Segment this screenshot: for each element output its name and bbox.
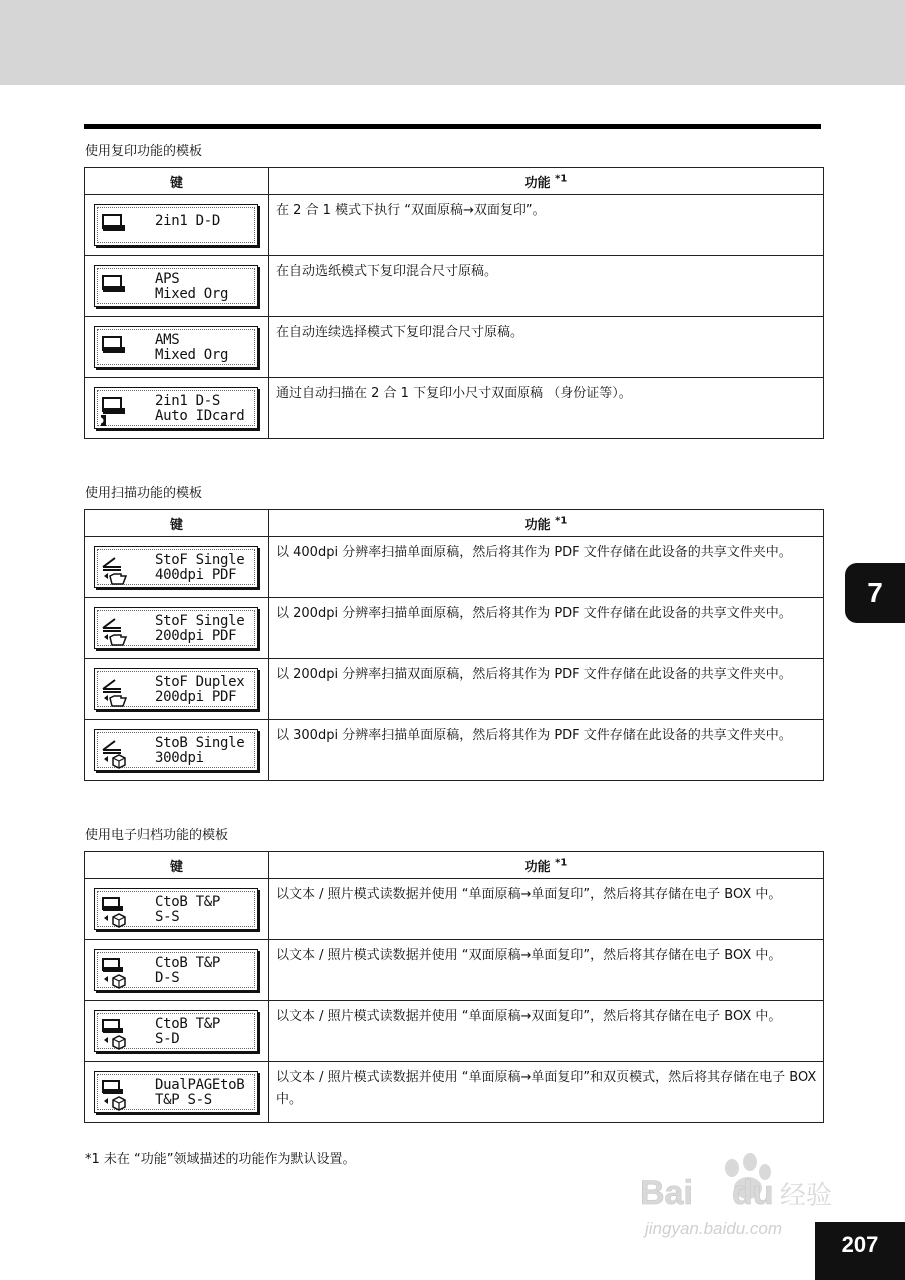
section-title-scan: 使用扫描功能的模板 bbox=[85, 486, 203, 501]
function-description: 以文本 / 照片模式读数据并使用 “双面原稿→单面复印”，然后将其存储在电子 BOX 中。 bbox=[269, 940, 824, 1001]
table-row bbox=[85, 317, 824, 378]
table-row bbox=[85, 720, 824, 781]
header-function: 功能 $^{*1}$ bbox=[269, 168, 824, 195]
svg-text:经验: 经验 bbox=[780, 1181, 833, 1211]
header-function: 功能 $^{*1}$ bbox=[269, 510, 824, 537]
template-key-dualpage[interactable] bbox=[94, 1071, 258, 1113]
svg-text:jingyan.baidu.com: jingyan.baidu.com bbox=[645, 1219, 783, 1238]
template-key-ctob-ss[interactable] bbox=[94, 888, 258, 930]
table-header bbox=[85, 168, 824, 195]
key-label: CtoB T&P D-S bbox=[155, 955, 221, 986]
template-key-ams[interactable] bbox=[94, 326, 258, 368]
copy-to-box-icon bbox=[101, 896, 135, 932]
template-key-stof-single-400[interactable] bbox=[94, 546, 258, 588]
template-key-ctob-sd[interactable] bbox=[94, 1010, 258, 1052]
template-key-stof-duplex-200[interactable] bbox=[94, 668, 258, 710]
function-description: 在自动选纸模式下复印混合尺寸原稿。 bbox=[269, 256, 824, 317]
copy-start-icon bbox=[101, 395, 129, 433]
section-title-efiling: 使用电子归档功能的模板 bbox=[85, 828, 229, 843]
key-label: CtoB T&P S-D bbox=[155, 1016, 221, 1047]
key-label: 2in1 D-S Auto IDcard bbox=[155, 393, 245, 424]
scan-template-table bbox=[84, 509, 824, 781]
key-label: APS Mixed Org bbox=[155, 271, 229, 302]
template-key-aps[interactable] bbox=[94, 265, 258, 307]
section-title-copy: 使用复印功能的模板 bbox=[85, 144, 203, 159]
copy-to-box-icon bbox=[101, 1079, 135, 1115]
header-key: 键 bbox=[85, 852, 269, 879]
table-row bbox=[85, 659, 824, 720]
table-header bbox=[85, 852, 824, 879]
key-label: StoB Single 300dpi bbox=[155, 735, 245, 766]
key-label: StoF Single 400dpi PDF bbox=[155, 552, 245, 583]
svg-text:Bai: Bai bbox=[640, 1174, 693, 1212]
function-description: 以 200dpi 分辨率扫描双面原稿，然后将其作为 PDF 文件存储在此设备的共享文件夹中。 bbox=[269, 659, 824, 720]
copy-to-box-icon bbox=[101, 1018, 135, 1054]
function-description: 在自动连续选择模式下复印混合尺寸原稿。 bbox=[269, 317, 824, 378]
template-key-stof-single-200[interactable] bbox=[94, 607, 258, 649]
key-label: CtoB T&P S-S bbox=[155, 894, 221, 925]
scan-to-folder-icon bbox=[101, 554, 135, 590]
table-row bbox=[85, 598, 824, 659]
footnote-ref: *1 bbox=[555, 515, 568, 527]
table-row bbox=[85, 940, 824, 1001]
table-row bbox=[85, 256, 824, 317]
efiling-template-table bbox=[84, 851, 824, 1123]
scan-to-folder-icon bbox=[101, 676, 135, 712]
function-description: 以 300dpi 分辨率扫描单面原稿，然后将其作为 PDF 文件存储在此设备的共享文件夹中。 bbox=[269, 720, 824, 781]
copy-icon bbox=[101, 334, 129, 364]
table-row bbox=[85, 378, 824, 439]
function-description: 以文本 / 照片模式读数据并使用 “单面原稿→单面复印”和双页模式，然后将其存储在电子 BOX 中。 bbox=[269, 1062, 824, 1123]
table-row bbox=[85, 195, 824, 256]
key-label: StoF Duplex 200dpi PDF bbox=[155, 674, 245, 705]
svg-text:du: du bbox=[732, 1174, 774, 1212]
table-row bbox=[85, 537, 824, 598]
footnote: *1 未在 “功能”领域描述的功能作为默认设置。 bbox=[85, 1152, 356, 1167]
function-description: 以文本 / 照片模式读数据并使用 “单面原稿→双面复印”，然后将其存储在电子 BOX 中。 bbox=[269, 1001, 824, 1062]
function-description: 以文本 / 照片模式读数据并使用 “单面原稿→单面复印”，然后将其存储在电子 BOX 中。 bbox=[269, 879, 824, 940]
copy-icon bbox=[101, 212, 129, 242]
header-band bbox=[0, 0, 905, 85]
template-key-2in1-dd[interactable] bbox=[94, 204, 258, 246]
key-label: AMS Mixed Org bbox=[155, 332, 229, 363]
table-header bbox=[85, 510, 824, 537]
key-label: DualPAGEtoB T&P S-S bbox=[155, 1077, 245, 1108]
header-key: 键 bbox=[85, 168, 269, 195]
copy-icon bbox=[101, 273, 129, 303]
scan-to-box-icon bbox=[101, 737, 135, 773]
chapter-tab: 7 bbox=[845, 563, 905, 623]
key-label: 2in1 D-D bbox=[155, 213, 221, 229]
header-key: 键 bbox=[85, 510, 269, 537]
page-number: 207 bbox=[815, 1222, 905, 1280]
key-label: StoF Single 200dpi PDF bbox=[155, 613, 245, 644]
copy-template-table bbox=[84, 167, 824, 439]
header-function: 功能 $^{*1}$ bbox=[269, 852, 824, 879]
table-row bbox=[85, 879, 824, 940]
function-description: 通过自动扫描在 2 合 1 下复印小尺寸双面原稿 （身份证等）。 bbox=[269, 378, 824, 439]
function-description: 在 2 合 1 模式下执行 “双面原稿→双面复印”。 bbox=[269, 195, 824, 256]
footnote-ref: *1 bbox=[555, 857, 568, 869]
function-description: 以 400dpi 分辨率扫描单面原稿，然后将其作为 PDF 文件存储在此设备的共享文件夹中。 bbox=[269, 537, 824, 598]
baidu-watermark-logo bbox=[640, 1148, 840, 1248]
copy-to-box-icon bbox=[101, 957, 135, 993]
table-row bbox=[85, 1001, 824, 1062]
template-key-ctob-ds[interactable] bbox=[94, 949, 258, 991]
scan-to-folder-icon bbox=[101, 615, 135, 651]
footnote-ref: *1 bbox=[555, 173, 568, 185]
template-key-stob-single-300[interactable] bbox=[94, 729, 258, 771]
template-key-2in1-ds[interactable] bbox=[94, 387, 258, 429]
table-row bbox=[85, 1062, 824, 1123]
section-rule bbox=[84, 124, 821, 129]
function-description: 以 200dpi 分辨率扫描单面原稿，然后将其作为 PDF 文件存储在此设备的共享文件夹中。 bbox=[269, 598, 824, 659]
